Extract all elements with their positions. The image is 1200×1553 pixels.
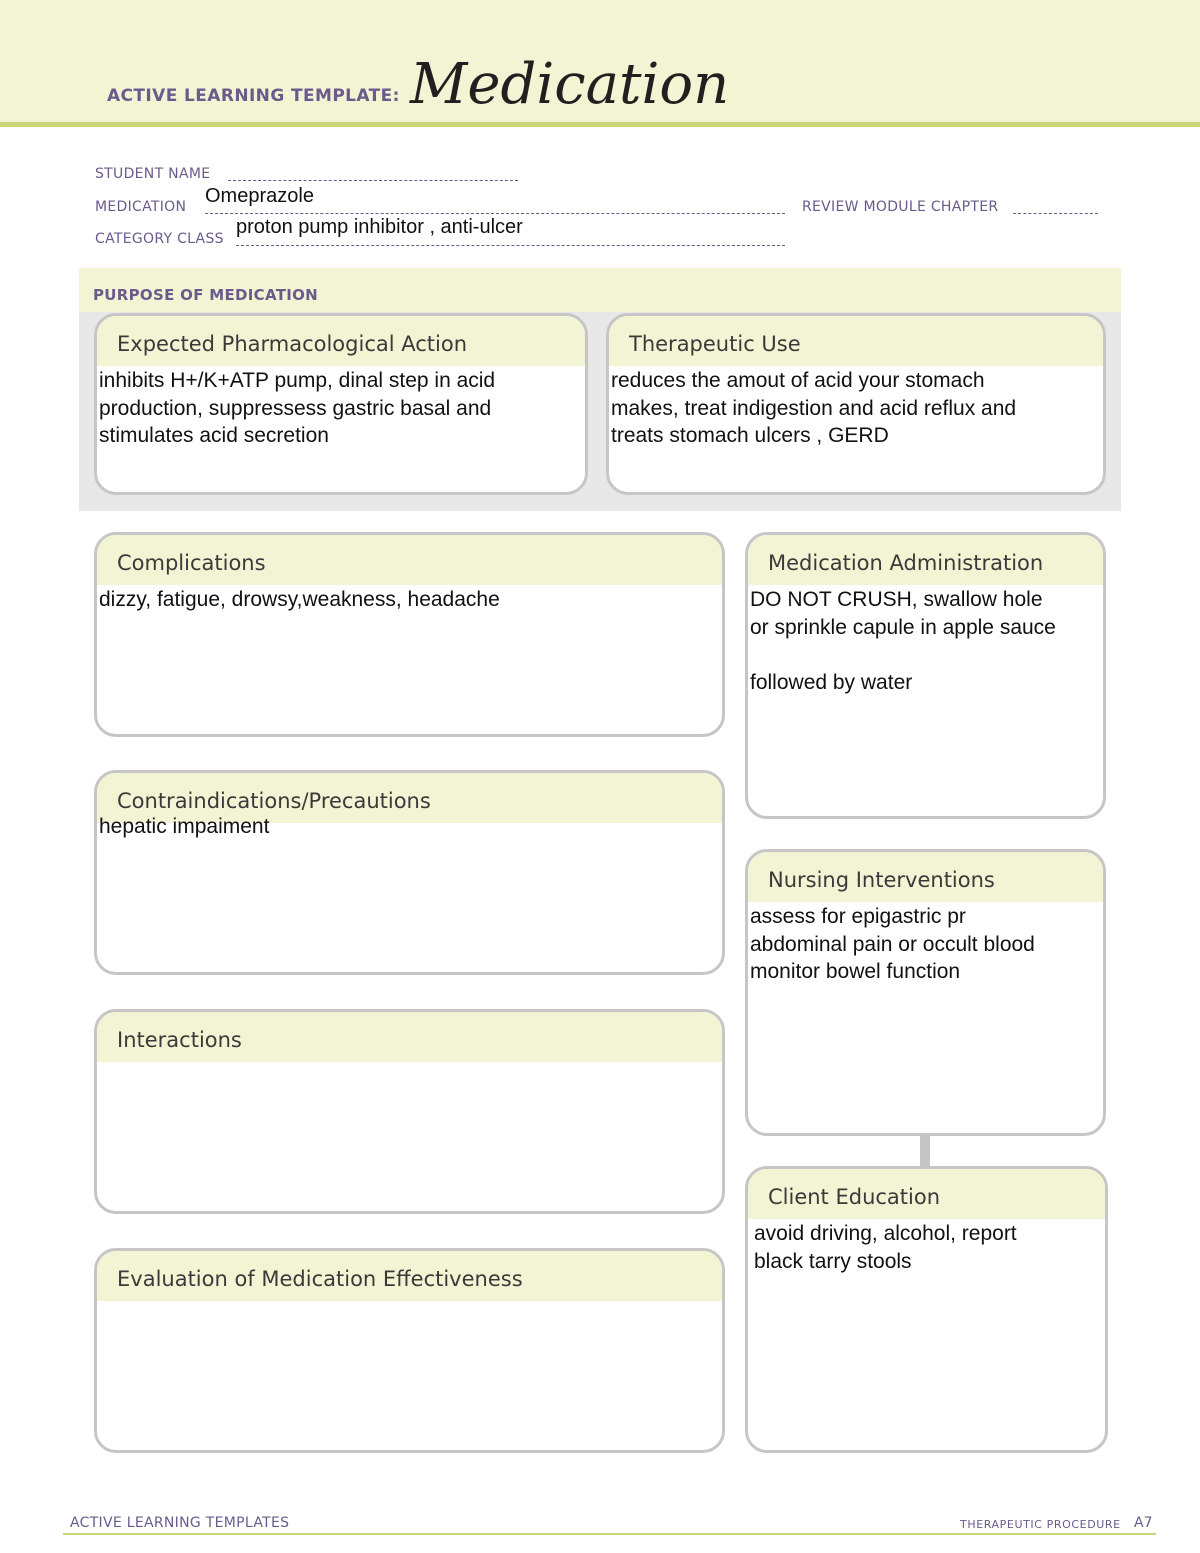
therapeutic-use-box	[606, 313, 1106, 495]
therapeutic-use-title: Therapeutic Use	[609, 316, 1103, 366]
contraindications-text[interactable]: hepatic impaiment	[99, 815, 270, 838]
interactions-text[interactable]	[97, 1062, 722, 1063]
page-title: Medication	[410, 52, 730, 117]
footer-page-number: A7	[1134, 1515, 1153, 1531]
client-education-text[interactable]: avoid driving, alcohol, report black tarry stools	[754, 1222, 1017, 1273]
review-module-label: REVIEW MODULE CHAPTER	[802, 199, 999, 215]
complications-title: Complications	[97, 535, 722, 585]
administration-box	[745, 532, 1106, 819]
nursing-interventions-text[interactable]: assess for epigastric pr abdominal pain or occult blood monitor bowel function	[750, 905, 1035, 983]
interactions-box	[94, 1009, 725, 1214]
template-label: ACTIVE LEARNING TEMPLATE:	[107, 86, 400, 106]
header-rule	[0, 122, 1200, 127]
therapeutic-use-text[interactable]: reduces the amout of acid your stomach makes, treat indigestion and acid reflux and treats stomach ulcers , GERD	[611, 369, 1017, 447]
complications-text[interactable]: dizzy, fatigue, drowsy,weakness, headache	[99, 588, 500, 611]
footer-rule	[63, 1533, 1156, 1535]
category-label: CATEGORY CLASS	[95, 231, 224, 247]
evaluation-text[interactable]	[97, 1301, 722, 1302]
complications-box	[94, 532, 725, 737]
nursing-interventions-box	[745, 849, 1106, 1136]
review-module-line	[1013, 213, 1098, 214]
expected-action-title: Expected Pharmacological Action	[97, 316, 585, 366]
medication-field[interactable]: Omeprazole	[205, 185, 314, 207]
nursing-interventions-title: Nursing Interventions	[748, 852, 1103, 902]
client-education-title: Client Education	[748, 1169, 1105, 1219]
student-name-label: STUDENT NAME	[95, 166, 211, 182]
footer-right-label: THERAPEUTIC PROCEDURE	[960, 1518, 1121, 1531]
expected-action-box	[94, 313, 588, 495]
administration-text[interactable]: DO NOT CRUSH, swallow hole or sprinkle capule in apple sauce followed by water	[750, 588, 1056, 694]
footer-left-label: ACTIVE LEARNING TEMPLATES	[70, 1515, 290, 1531]
box-connector	[920, 1135, 930, 1168]
medication-line	[205, 213, 785, 214]
client-education-box	[745, 1166, 1108, 1453]
expected-action-text[interactable]: inhibits H+/K+ATP pump, dinal step in acid production, suppressess gastric basal and stimulates acid secretion	[99, 369, 496, 447]
category-line	[236, 245, 785, 246]
contraindications-title: Contraindications/Precautions	[97, 773, 722, 823]
purpose-label: PURPOSE OF MEDICATION	[93, 286, 319, 304]
interactions-title: Interactions	[97, 1012, 722, 1062]
medication-label: MEDICATION	[95, 199, 187, 215]
evaluation-box	[94, 1248, 725, 1453]
category-field[interactable]: proton pump inhibitor , anti-ulcer	[236, 216, 523, 238]
evaluation-title: Evaluation of Medication Effectiveness	[97, 1251, 722, 1301]
student-name-line	[228, 180, 518, 181]
contraindications-box	[94, 770, 725, 975]
administration-title: Medication Administration	[748, 535, 1103, 585]
